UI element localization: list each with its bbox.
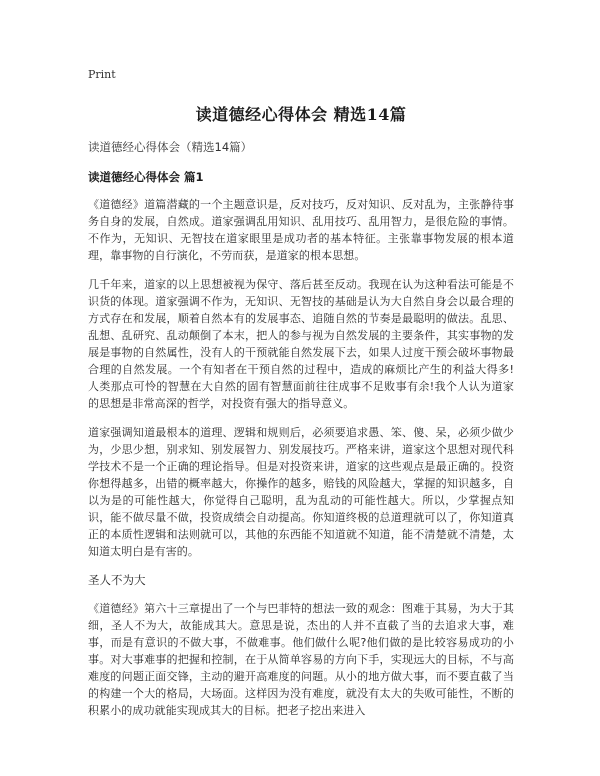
document-page [88, 68, 514, 731]
paragraph-4: 《道德经》第六十三章提出了一个与巴菲特的想法一致的观念：图难于其易，为大于其细，圣人不为大，故能成其大。意思是说，杰出的人并不直截了当的去追求大事，难事，而是有意识的不做大事，不做难事。他们做什么呢?他们做的是比较容易成功的小事。对大事难事的把握和控制，在于从简单容易的方向下手，实现远大的目标，不与高难度的问题正面交锋，主动的避开高难度的问题。从小的地方做大事，而不要直截了当的构建一个大的格局，大场面。这样因为没有难度，就没有太大的失败可能性，不断的积累小的成功就能实现成其大的目标。把老子挖出来进入 [88, 602, 514, 717]
paragraph-2: 几千年来，道家的以上思想被视为保守、落后甚至反动。我现在认为这种看法可能是不识货的体现。道家强调不作为，无知识、无智技的基础是认为大自然自身会以最合理的方式存在和发展，顺着自然本有的发展事态、追随自然的节奏是最聪明的做法。乱思、乱想、乱研究、乱动颠倒了本末，把人的参与视为自然发展的主要条件，其实事物的发展是事物的自然属性，没有人的干预就能自然发展下去，如果人过度干预会破坏事物最合理的自然发展。一个有知者在干预自然的过程中，造成的麻烦比产生的利益大得多!人类那点可怜的智慧在大自然的固有智慧面前往往成事不足败事有余!我个人认为道家的思想是非常高深的哲学，对投资有强大的指导意义。 [88, 278, 514, 410]
section-heading-1: 读道德经心得体会 篇1 [88, 170, 204, 184]
paragraph-1: 《道德经》道篇潜藏的一个主题意识是，反对技巧，反对知识、反对乱为，主张静待事务自身的发展，自然成。道家强调乱用知识、乱用技巧、乱用智力，是很危险的事情。不作为，无知识、无智技在道家眼里是成功者的基本特征。主张靠事物发展的根本道理，靠事物的自行演化，不劳而获，是道家的根本思想。 [88, 198, 514, 262]
print-label: Print [88, 68, 116, 81]
paragraph-3: 道家强调知道最根本的道理、逻辑和规则后，必须要追求愚、笨、傻、呆，必须少做少为，少思少想，别求知、别发展智力、别发展技巧。严格来讲，道家这个思想对现代科学技术不是一个正确的理论指导。但是对投资来讲，道家的这些观点是最正确的。投资你想得越多，出错的概率越大，你操作的越多，赔钱的风险越大，掌握的知识越多，自以为是的可能性越大，你觉得自己聪明，乱为乱动的可能性越大。所以，少掌握点知识，能不做尽量不做，投资成绩会自动提高。你知道终极的总道理就可以了，你知道真正的本质性逻辑和法则就可以，其他的东西能不知道就不知道，能不清楚就不清楚，太知道太明白是有害的。 [88, 426, 514, 558]
section-heading-2: 圣人不为大 [88, 573, 146, 587]
document-subtitle: 读道德经心得体会（精选14篇） [88, 140, 253, 154]
document-title: 读道德经心得体会 精选14篇 [195, 105, 407, 124]
